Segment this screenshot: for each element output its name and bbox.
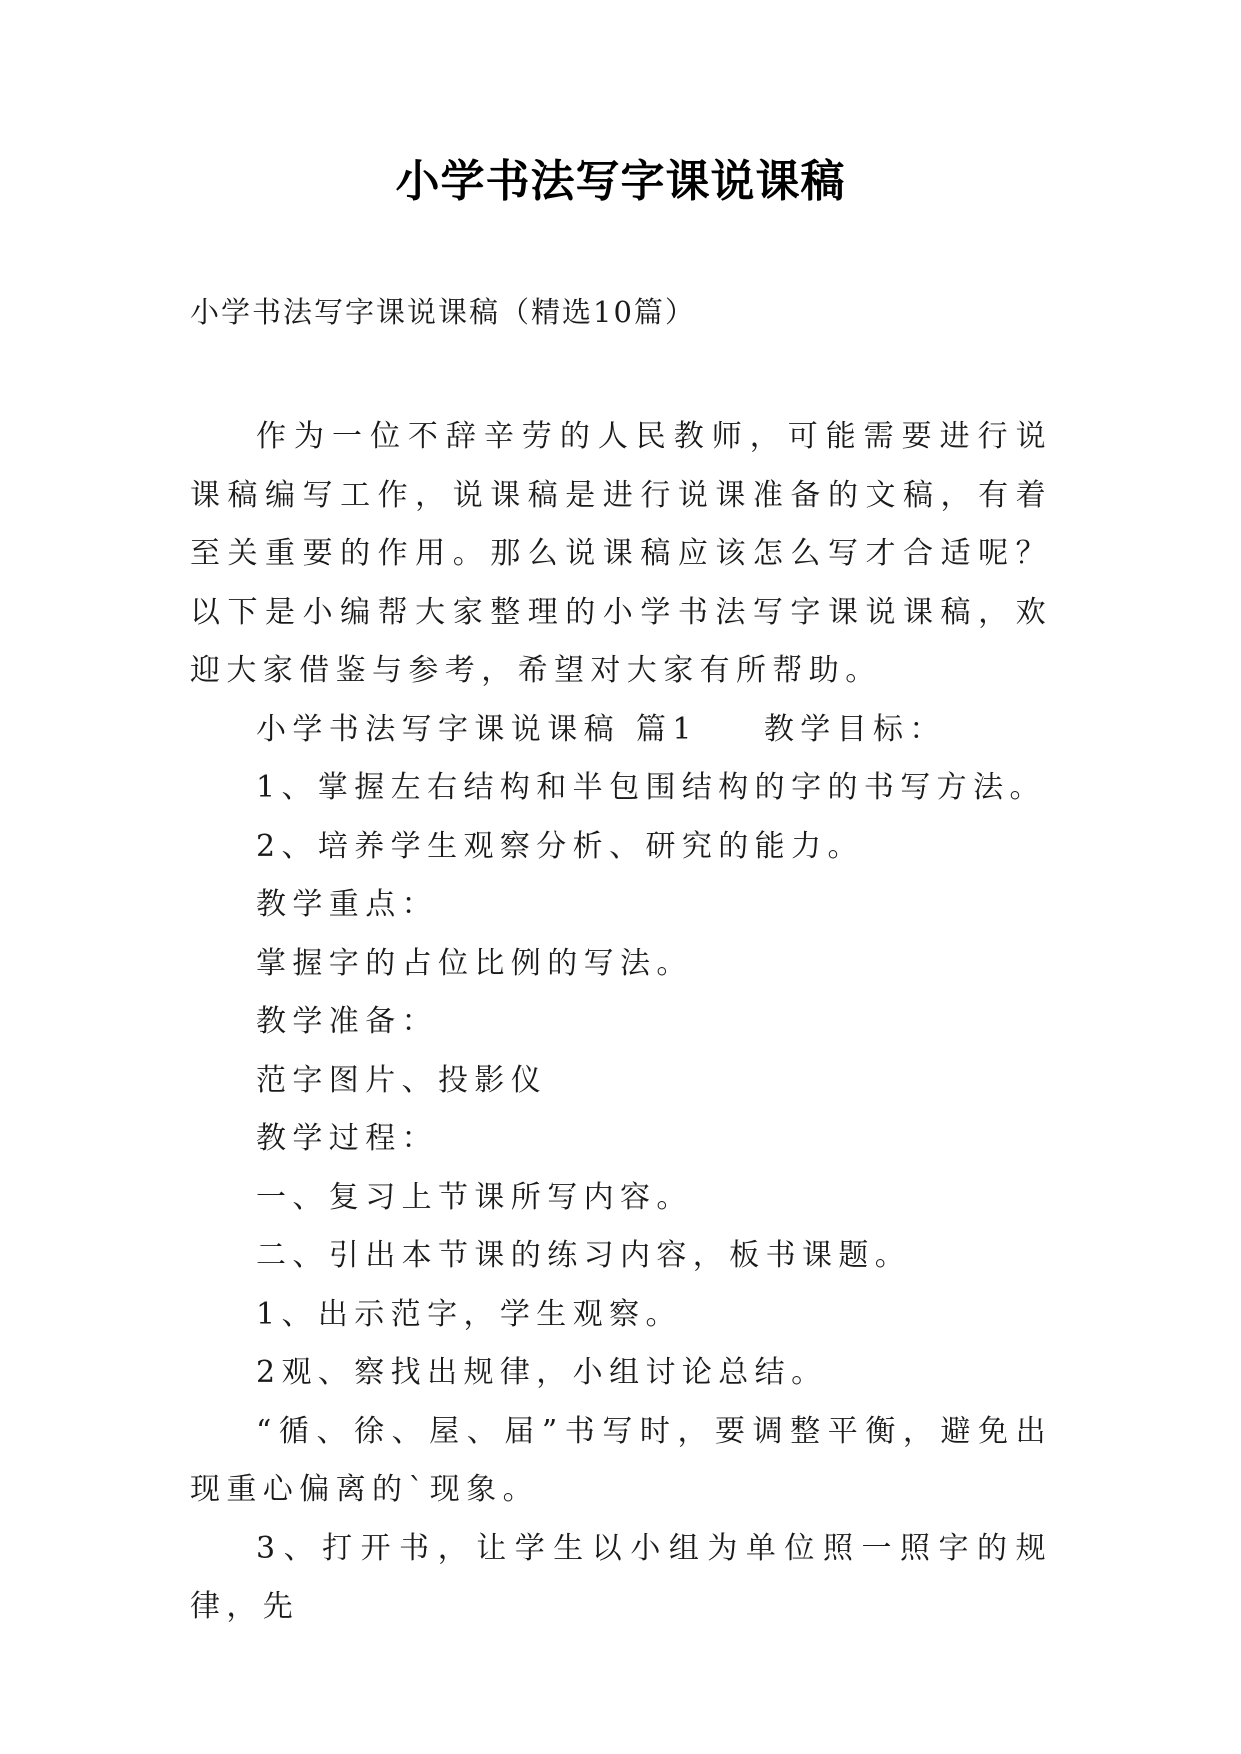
body-line: 教学过程： [256,1121,438,1156]
body-line: 1、出示范字，学生观察。 [256,1296,682,1332]
body-line: “循、徐、屋、届”书写时，要调整平衡，避免出现重心偏离的`现象。 [190,1413,1052,1507]
body-line: 二、引出本节课的练习内容，板书课题。 [256,1238,912,1273]
section-label: 教学目标： [763,711,946,747]
document-title: 小学书法写字课说课稿 [395,156,846,207]
body-line: 3、打开书，让学生以小组为单位照一照字的规律，先 [190,1530,1052,1624]
body-line: 教学重点： [256,887,438,922]
body-line: 1、掌握左右结构和半包围结构的字的书写方法。 [256,770,1046,805]
body-line: 掌握字的占位比例的写法。 [256,945,693,981]
body-line: 2、培养学生观察分析、研究的能力。 [256,828,864,864]
document-subtitle: 小学书法写字课说课稿（精选10篇） [190,295,696,329]
body-line: 2观、察找出规律，小组讨论总结。 [256,1355,828,1390]
body-line: 范字图片、投影仪 [256,1062,548,1098]
section-heading: 小学书法写字课说课稿 篇1 [256,711,698,747]
section-heading-line [190,701,1052,760]
body-line: 一、复习上节课所写内容。 [256,1179,693,1215]
document-body [190,408,1052,1637]
body-line: 教学准备： [256,1004,438,1039]
intro-paragraph: 作为一位不辞辛劳的人民教师，可能需要进行说课稿编写工作，说课稿是进行说课准备的文稿，有着至关重要的作用。那么说课稿应该怎么写才合适呢？以下是小编帮大家整理的小学书法写字课说课稿，欢迎大家借鉴与参考，希望对大家有所帮助。 [190,419,1052,688]
